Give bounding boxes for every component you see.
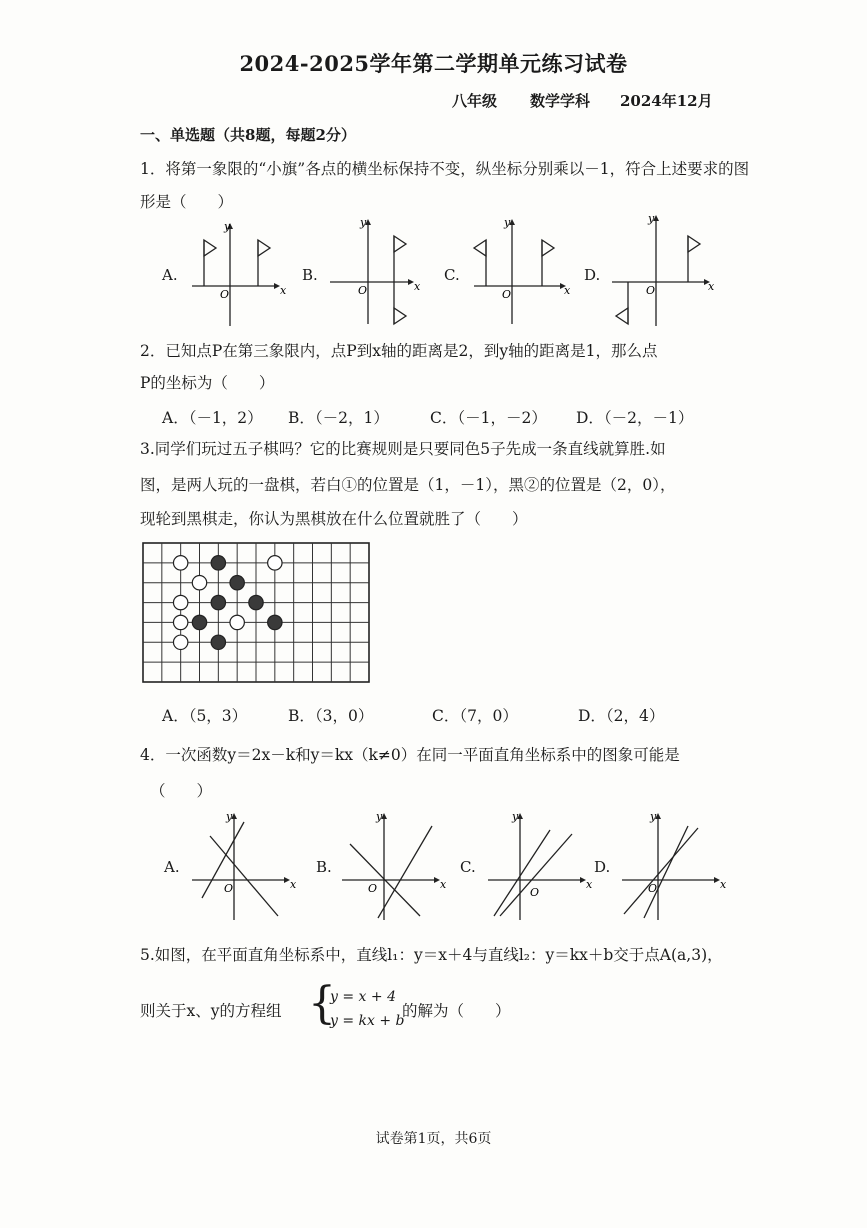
origin-label: O xyxy=(368,882,378,895)
date-label: 2024年12月 xyxy=(620,92,713,110)
q2-option-a[interactable]: A．（－1，2） xyxy=(162,409,263,427)
axis-y-label: y xyxy=(224,220,231,233)
q4-option-a-label: A. xyxy=(164,858,180,876)
axis-x-label: x xyxy=(720,878,727,891)
origin-label: O xyxy=(358,284,368,297)
origin-label: O xyxy=(224,882,234,895)
q3-option-a[interactable]: A．（5，3） xyxy=(162,707,248,725)
subject-label: 数学学科 xyxy=(530,92,591,110)
axis-y-label: y xyxy=(360,216,367,229)
q1-option-a-label: A. xyxy=(162,266,178,284)
black-stone xyxy=(211,595,225,609)
axis-y-label: y xyxy=(226,810,233,823)
q1-option-b-label: B. xyxy=(302,266,318,284)
q1-stem-line1: 1．将第一象限的“小旗”各点的横坐标保持不变，纵坐标分别乘以－1，符合上述要求的图 xyxy=(140,160,750,178)
page-footer: 试卷第1页，共6页 xyxy=(375,1131,492,1147)
q5-prefix: 则关于x、y的方程组 xyxy=(140,1002,282,1020)
q3-option-d[interactable]: D．（2，4） xyxy=(578,707,665,725)
q3-option-b[interactable]: B．（3，0） xyxy=(288,707,374,725)
white-stone xyxy=(173,595,187,609)
white-stone xyxy=(268,556,282,570)
q1-graph-b xyxy=(326,216,426,328)
origin-label: O xyxy=(648,882,658,895)
axis-x-label: x xyxy=(440,878,447,891)
q5-suffix: 的解为（ ） xyxy=(402,1002,511,1020)
black-stone xyxy=(211,635,225,649)
section-heading: 一、单选题（共8题，每题2分） xyxy=(140,126,356,144)
q2-option-c[interactable]: C．（－1，－2） xyxy=(430,409,547,427)
q4-stem-line2: （ ） xyxy=(150,782,213,800)
axis-x-label: x xyxy=(708,280,715,293)
white-stone xyxy=(192,576,206,590)
axis-y-label: y xyxy=(504,216,511,229)
q3-stem-line2: 图，是两人玩的一盘棋，若白①的位置是（1，－1），黑②的位置是（2，0）， xyxy=(140,476,676,494)
black-stone xyxy=(268,615,282,629)
q5-equation-1: y = x + 4 xyxy=(330,989,396,1005)
axis-x-label: x xyxy=(564,284,571,297)
origin-label: O xyxy=(646,284,656,297)
q5-equation-2: y = kx + b xyxy=(330,1013,405,1029)
q5-stem-line1: 5.如图，在平面直角坐标系中，直线l₁：y＝x＋4与直线l₂：y＝kx＋b交于点A(a,3)， xyxy=(140,946,723,964)
q2-option-b[interactable]: B．（－2，1） xyxy=(288,409,389,427)
q3-option-c[interactable]: C．（7，0） xyxy=(432,707,518,725)
axis-y-label: y xyxy=(512,810,519,823)
q1-option-c-label: C. xyxy=(444,266,460,284)
q4-graph-b xyxy=(338,808,450,924)
white-stone xyxy=(230,615,244,629)
q4-graph-d xyxy=(618,808,730,924)
black-stone xyxy=(192,615,206,629)
axis-x-label: x xyxy=(280,284,287,297)
q3-stem-line1: 3.同学们玩过五子棋吗？它的比赛规则是只要同色5子先成一条直线就算胜.如 xyxy=(140,440,666,458)
q4-option-b-label: B. xyxy=(316,858,332,876)
q4-option-d-label: D. xyxy=(594,858,611,876)
axis-x-label: x xyxy=(290,878,297,891)
grade-label: 八年级 xyxy=(452,92,498,110)
q2-option-d[interactable]: D．（－2，－1） xyxy=(576,409,694,427)
white-stone xyxy=(173,635,187,649)
q1-stem-line2: 形是（ ） xyxy=(140,193,234,211)
q4-stem-line1: 4．一次函数y＝2x－k和y＝kx（k≠0）在同一平面直角坐标系中的图象可能是 xyxy=(140,746,680,764)
origin-label: O xyxy=(530,886,540,899)
black-stone xyxy=(230,576,244,590)
axis-x-label: x xyxy=(586,878,593,891)
q3-gomoku-board xyxy=(140,540,372,685)
q1-option-d-label: D. xyxy=(584,266,601,284)
black-stone xyxy=(211,556,225,570)
q1-graph-a xyxy=(188,220,288,328)
black-stone xyxy=(249,595,263,609)
origin-label: O xyxy=(220,288,230,301)
q3-stem-line3: 现轮到黑棋走，你认为黑棋放在什么位置就胜了（ ） xyxy=(140,510,528,528)
q4-graph-c xyxy=(484,808,596,924)
axis-y-label: y xyxy=(648,212,655,225)
axis-x-label: x xyxy=(414,280,421,293)
white-stone xyxy=(173,615,187,629)
q1-graph-d xyxy=(608,212,720,330)
q2-stem-line1: 2．已知点P在第三象限内，点P到x轴的距离是2，到y轴的距离是1，那么点 xyxy=(140,342,658,360)
origin-label: O xyxy=(502,288,512,301)
q5-system-brace: { xyxy=(308,978,336,1029)
q4-option-c-label: C. xyxy=(460,858,476,876)
white-stone xyxy=(173,556,187,570)
page-title: 2024-2025学年第二学期单元练习试卷 xyxy=(239,51,628,76)
q1-graph-c xyxy=(470,216,574,328)
q2-stem-line2: P的坐标为（ ） xyxy=(140,374,275,392)
axis-y-label: y xyxy=(376,810,383,823)
axis-y-label: y xyxy=(650,810,657,823)
q4-graph-a xyxy=(188,808,300,924)
